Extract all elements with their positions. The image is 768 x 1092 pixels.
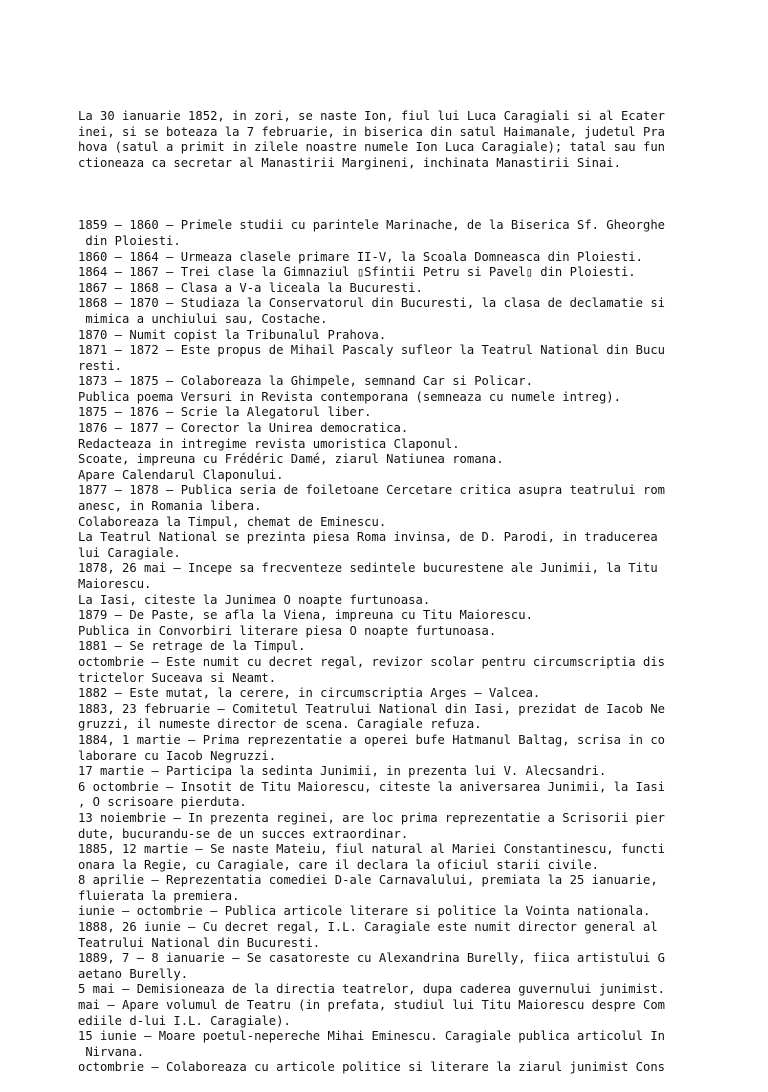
chronology-line: 17 martie – Participa la sedinta Junimii, in prezenta lui V. Alecsandri.	[78, 764, 607, 779]
chronology-line: 1878, 26 mai – Incepe sa frecventeze sedintele bucurestene ale Junimii, la Titu	[78, 561, 658, 576]
chronology-line: gruzzi, il numeste director de scena. Caragiale refuza.	[78, 717, 482, 732]
chronology-line: 1876 – 1877 – Corector la Unirea democratica.	[78, 421, 409, 436]
chronology-line: mimica a unchiului sau, Costache.	[78, 311, 328, 326]
intro-paragraph	[78, 109, 768, 171]
intro-line: ctioneaza ca secretar al Manastirii Margineni, inchinata Manastirii Sinai.	[78, 155, 621, 170]
chronology-line: lui Caragiale.	[78, 545, 181, 560]
document-page	[78, 78, 768, 1075]
chronology-line: octombrie – Este numit cu decret regal, revizor scolar pentru circumscriptia dis	[78, 654, 665, 669]
chronology-line: 5 mai – Demisioneaza de la directia teatrelor, dupa caderea guvernului junimist.	[78, 982, 665, 997]
chronology-line: Publica in Convorbiri literare piesa O noapte furtunoasa.	[78, 623, 497, 638]
intro-line: La 30 ianuarie 1852, in zori, se naste Ion, fiul lui Luca Caragiali si al Ecater	[78, 109, 665, 124]
chronology-line: 1864 – 1867 – Trei clase la Gimnaziul ▯Sfintii Petru si Pavel▯ din Ploiesti.	[78, 265, 636, 280]
intro-line: inei, si se boteaza la 7 februarie, in biserica din satul Haimanale, judetul Pra	[78, 124, 665, 139]
chronology-line: 1882 – Este mutat, la cerere, in circumscriptia Arges – Valcea.	[78, 686, 541, 701]
chronology-line: La Teatrul National se prezinta piesa Roma invinsa, de D. Parodi, in traducerea	[78, 530, 658, 545]
chronology-line: Nirvana.	[78, 1044, 145, 1059]
chronology-line: din Ploiesti.	[78, 233, 181, 248]
chronology-line: 1868 – 1870 – Studiaza la Conservatorul din Bucuresti, la clasa de declamatie si	[78, 296, 665, 311]
chronology-line: Colaboreaza la Timpul, chemat de Eminescu.	[78, 514, 387, 529]
chronology-line: 8 aprilie – Reprezentatia comediei D-ale Carnavalului, premiata la 25 ianuarie,	[78, 873, 658, 888]
chronology-line: Teatrului National din Bucuresti.	[78, 935, 321, 950]
chronology-line: 13 noiembrie – In prezenta reginei, are loc prima reprezentatie a Scrisorii pier	[78, 810, 665, 825]
chronology-line: dute, bucurandu-se de un succes extraordinar.	[78, 826, 409, 841]
chronology-line: Apare Calendarul Claponului.	[78, 467, 284, 482]
chronology-line: 15 iunie – Moare poetul-nepereche Mihai Eminescu. Caragiale publica articolul In	[78, 1029, 665, 1044]
chronology-line: trictelor Suceava si Neamt.	[78, 670, 277, 685]
chronology-line: La Iasi, citeste la Junimea O noapte furtunoasa.	[78, 592, 431, 607]
chronology-line: fluierata la premiera.	[78, 888, 240, 903]
chronology-line: 1859 – 1860 – Primele studii cu parintele Marinache, de la Biserica Sf. Gheorghe	[78, 218, 665, 233]
chronology-line: iunie – octombrie – Publica articole literare si politice la Vointa nationala.	[78, 904, 651, 919]
intro-line: hova (satul a primit in zilele noastre numele Ion Luca Caragiale); tatal sau fun	[78, 140, 665, 155]
chronology-line: 1860 – 1864 – Urmeaza clasele primare II-V, la Scoala Domneasca din Ploiesti.	[78, 249, 643, 264]
chronology-line: laborare cu Iacob Negruzzi.	[78, 748, 277, 763]
chronology-line: anesc, in Romania libera.	[78, 499, 262, 514]
chronology-line: octombrie – Colaboreaza cu articole politice si literare la ziarul junimist Cons	[78, 1060, 665, 1075]
chronology-line: 1883, 23 februarie – Comitetul Teatrului National din Iasi, prezidat de Iacob Ne	[78, 701, 665, 716]
chronology-list	[78, 218, 768, 1076]
chronology-line: 1873 – 1875 – Colaboreaza la Ghimpele, semnand Car si Policar.	[78, 374, 533, 389]
chronology-line: resti.	[78, 358, 123, 373]
chronology-line: 1867 – 1868 – Clasa a V-a liceala la Bucuresti.	[78, 280, 423, 295]
chronology-line: 1879 – De Paste, se afla la Viena, impreuna cu Titu Maiorescu.	[78, 608, 533, 623]
chronology-line: 1870 – Numit copist la Tribunalul Prahova.	[78, 327, 387, 342]
chronology-line: mai – Apare volumul de Teatru (in prefata, studiul lui Titu Maiorescu despre Com	[78, 998, 665, 1013]
chronology-line: Scoate, impreuna cu Frédéric Damé, ziarul Natiunea romana.	[78, 452, 504, 467]
chronology-line: 1881 – Se retrage de la Timpul.	[78, 639, 306, 654]
chronology-line: 1885, 12 martie – Se naste Mateiu, fiul natural al Mariei Constantinescu, functi	[78, 842, 665, 857]
chronology-line: 1871 – 1872 – Este propus de Mihail Pascaly sufleor la Teatrul National din Bucu	[78, 343, 665, 358]
chronology-line: , O scrisoare pierduta.	[78, 795, 247, 810]
chronology-line: 1877 – 1878 – Publica seria de foiletoane Cercetare critica asupra teatrului rom	[78, 483, 665, 498]
chronology-line: ediile d-lui I.L. Caragiale).	[78, 1013, 291, 1028]
chronology-line: Maiorescu.	[78, 577, 152, 591]
chronology-line: 1875 – 1876 – Scrie la Alegatorul liber.	[78, 405, 372, 420]
chronology-line: aetano Burelly.	[78, 966, 189, 981]
chronology-line: 1889, 7 – 8 ianuarie – Se casatoreste cu Alexandrina Burelly, fiica artistului G	[78, 951, 665, 966]
chronology-line: 6 octombrie – Insotit de Titu Maiorescu, citeste la aniversarea Junimii, la Iasi	[78, 779, 665, 794]
chronology-line: onara la Regie, cu Caragiale, care il declara la oficiul starii civile.	[78, 857, 599, 872]
chronology-line: 1884, 1 martie – Prima reprezentatie a operei bufe Hatmanul Baltag, scrisa in co	[78, 732, 665, 747]
chronology-line: Redacteaza in intregime revista umoristica Claponul.	[78, 436, 460, 451]
chronology-line: 1888, 26 iunie – Cu decret regal, I.L. Caragiale este numit director general al	[78, 920, 658, 935]
chronology-line: Publica poema Versuri in Revista contemporana (semneaza cu numele intreg).	[78, 389, 621, 404]
